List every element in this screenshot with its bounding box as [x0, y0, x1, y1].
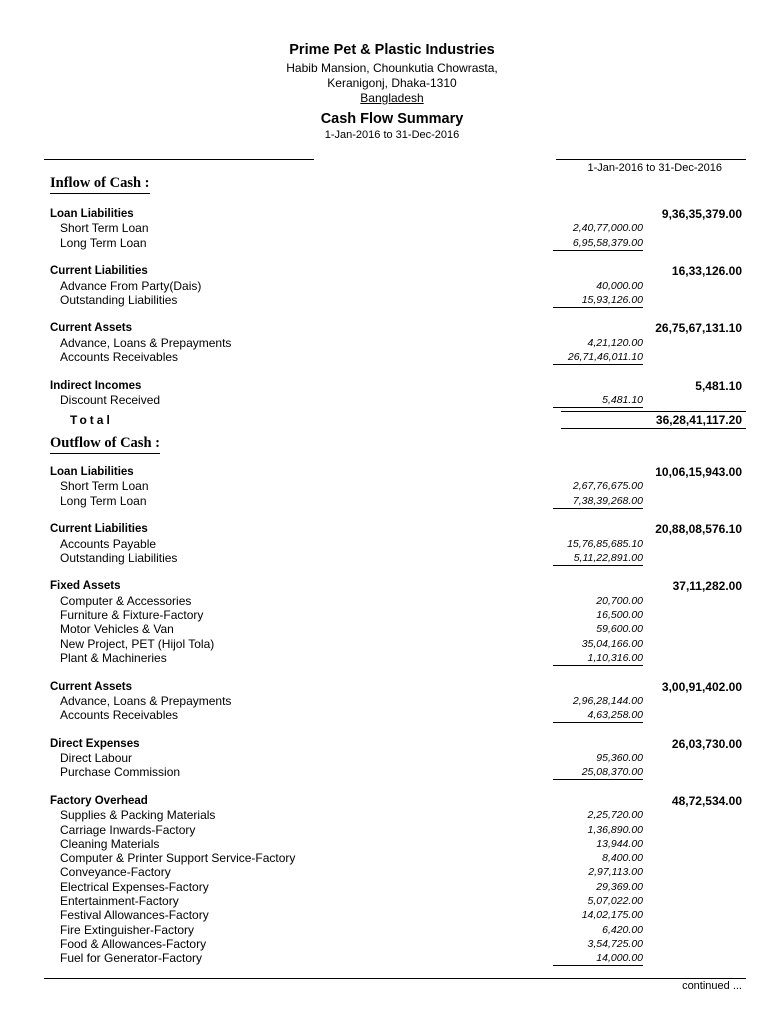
group-name: Current Assets [50, 322, 133, 335]
ledger-row [0, 908, 768, 922]
ledger-row [0, 823, 768, 837]
group-total: 20,88,08,576.10 [655, 522, 742, 537]
group-row [0, 207, 768, 221]
ledger-row [0, 808, 768, 822]
ledger-label: Conveyance-Factory [60, 865, 171, 880]
ledger-amount: 29,369.00 [596, 880, 643, 893]
ledger-amount: 15,93,126.00 [553, 293, 643, 308]
ledger-amount: 4,21,120.00 [587, 336, 643, 349]
group-total: 9,36,35,379.00 [661, 207, 742, 221]
group-total: 26,03,730.00 [671, 736, 742, 751]
group-name: Factory Overhead [50, 794, 148, 807]
ledger-row [0, 951, 768, 965]
ledger-label: Plant & Machineries [60, 650, 167, 665]
ledger-row [0, 594, 768, 608]
ledger-label: New Project, PET (Hijol Tola) [60, 636, 215, 651]
group-row [0, 794, 768, 808]
ledger-amount: 59,600.00 [596, 623, 643, 636]
group-row [0, 522, 768, 536]
ledger-label: Computer & Accessories [60, 593, 192, 608]
ledger-amount: 8,400.00 [602, 852, 643, 865]
footer-rule [44, 978, 746, 979]
ledger-amount: 6,420.00 [602, 923, 643, 936]
ledger-row [0, 279, 768, 293]
group-row [0, 321, 768, 335]
inflow-title: Inflow of Cash : [50, 175, 150, 194]
ledger-label: Accounts Receivables [60, 708, 179, 723]
group-name: Indirect Incomes [50, 379, 142, 392]
ledger-label: Long Term Loan [60, 235, 147, 250]
address-line: Habib Mansion, Chounkutia Chowrasta, [286, 61, 498, 75]
group-total: 16,33,126.00 [671, 264, 742, 279]
ledger-row [0, 236, 768, 250]
group-name: Current Liabilities [50, 265, 148, 278]
group-row [0, 579, 768, 593]
ledger-label: Outstanding Liabilities [60, 292, 178, 307]
ledger-amount: 2,67,76,675.00 [572, 480, 643, 493]
group-total: 48,72,534.00 [671, 793, 742, 808]
ledger-amount: 13,944.00 [596, 837, 643, 850]
group-name: Current Assets [50, 680, 133, 693]
ledger-label: Motor Vehicles & Van [60, 622, 174, 637]
ledger-label: Purchase Commission [60, 765, 181, 780]
ledger-label: Long Term Loan [60, 493, 147, 508]
group-row [0, 680, 768, 694]
ledger-label: Supplies & Packing Materials [60, 808, 216, 823]
ledger-label: Outstanding Liabilities [60, 550, 178, 565]
group-total: 3,00,91,402.00 [661, 679, 742, 694]
ledger-row [0, 937, 768, 951]
report-period: 1-Jan-2016 to 31-Dec-2016 [324, 129, 460, 141]
ledger-amount: 5,481.10 [553, 393, 643, 408]
total-row [0, 413, 768, 427]
ledger-row [0, 765, 768, 779]
group-row [0, 379, 768, 393]
group-row [0, 737, 768, 751]
ledger-label: Advance, Loans & Prepayments [60, 335, 232, 350]
ledger-row [0, 221, 768, 235]
ledger-row [0, 923, 768, 937]
ledger-row [0, 708, 768, 722]
ledger-amount: 2,40,77,000.00 [572, 222, 643, 235]
ledger-amount: 7,38,39,268.00 [553, 494, 643, 509]
ledger-row [0, 880, 768, 894]
ledger-label: Direct Labour [60, 751, 133, 765]
ledger-amount: 5,11,22,891.00 [553, 551, 643, 566]
header-rule [556, 159, 746, 160]
group-name: Current Liabilities [50, 523, 148, 536]
group-name: Loan Liabilities [50, 208, 134, 220]
ledger-amount: 25,08,370.00 [553, 765, 643, 780]
total-value: 36,28,41,117.20 [655, 413, 742, 427]
ledger-label: Short Term Loan [60, 479, 149, 494]
ledger-row [0, 751, 768, 765]
header-rule [44, 159, 314, 160]
ledger-row [0, 350, 768, 364]
ledger-label: Cleaning Materials [60, 836, 160, 851]
ledger-label: Electrical Expenses-Factory [60, 879, 209, 894]
ledger-amount: 6,95,58,379.00 [553, 236, 643, 251]
ledger-label: Festival Allowances-Factory [60, 908, 209, 923]
ledger-label: Fuel for Generator-Factory [60, 951, 203, 966]
ledger-amount: 2,25,720.00 [587, 809, 643, 822]
ledger-row [0, 894, 768, 908]
ledger-amount: 14,000.00 [553, 951, 643, 966]
ledger-amount: 95,360.00 [596, 752, 643, 764]
column-period: 1-Jan-2016 to 31-Dec-2016 [587, 162, 722, 174]
ledger-row [0, 393, 768, 407]
ledger-label: Computer & Printer Support Service-Factory [60, 851, 296, 866]
ledger-row [0, 622, 768, 636]
ledger-row [0, 551, 768, 565]
ledger-label: Advance, Loans & Prepayments [60, 693, 232, 708]
ledger-amount: 2,96,28,144.00 [572, 694, 643, 707]
group-total: 26,75,67,131.10 [655, 321, 742, 336]
ledger-label: Carriage Inwards-Factory [60, 822, 196, 837]
ledger-amount: 4,63,258.00 [553, 708, 643, 723]
ledger-label: Fire Extinguisher-Factory [60, 922, 195, 937]
ledger-amount: 20,700.00 [596, 594, 643, 607]
address-country: Bangladesh [360, 91, 424, 105]
group-name: Fixed Assets [50, 580, 121, 593]
ledger-amount: 3,54,725.00 [587, 937, 643, 950]
ledger-row [0, 694, 768, 708]
ledger-row [0, 837, 768, 851]
ledger-row [0, 293, 768, 307]
group-total: 37,11,282.00 [672, 579, 742, 594]
ledger-amount: 15,76,85,685.10 [567, 537, 643, 550]
group-row [0, 264, 768, 278]
company-name: Prime Pet & Plastic Industries [289, 42, 495, 58]
ledger-label: Furniture & Fixture-Factory [60, 608, 204, 622]
ledger-amount: 1,36,890.00 [587, 823, 643, 836]
continued-note: continued ... [682, 980, 742, 992]
ledger-label: Short Term Loan [60, 221, 149, 236]
ledger-amount: 26,71,46,011.10 [553, 350, 643, 365]
ledger-label: Food & Allowances-Factory [60, 936, 207, 951]
ledger-row [0, 494, 768, 508]
ledger-row [0, 479, 768, 493]
ledger-amount: 1,10,316.00 [553, 651, 643, 666]
outflow-title: Outflow of Cash : [50, 435, 160, 454]
ledger-amount: 5,07,022.00 [587, 895, 643, 907]
ledger-amount: 14,02,175.00 [581, 909, 643, 922]
ledger-row [0, 651, 768, 665]
total-rule [561, 428, 746, 429]
ledger-row [0, 537, 768, 551]
ledger-label: Accounts Payable [60, 536, 157, 551]
ledger-row [0, 851, 768, 865]
ledger-row [0, 865, 768, 879]
ledger-row [0, 637, 768, 651]
ledger-amount: 40,000.00 [596, 279, 643, 292]
ledger-label: Entertainment-Factory [60, 894, 179, 908]
total-rule [561, 411, 746, 412]
group-name: Direct Expenses [50, 737, 140, 750]
group-row [0, 465, 768, 479]
ledger-row [0, 336, 768, 350]
group-name: Loan Liabilities [50, 466, 134, 478]
report-title: Cash Flow Summary [320, 111, 464, 127]
ledger-amount: 35,04,166.00 [581, 637, 643, 650]
ledger-row [0, 608, 768, 622]
ledger-label: Accounts Receivables [60, 350, 179, 364]
group-total: 10,06,15,943.00 [655, 465, 742, 479]
total-label: Total [70, 413, 113, 427]
ledger-label: Discount Received [60, 392, 161, 407]
ledger-amount: 2,97,113.00 [588, 866, 643, 879]
group-total: 5,481.10 [695, 378, 742, 393]
address-line: Keranigonj, Dhaka-1310 [327, 76, 457, 90]
ledger-amount: 16,500.00 [596, 609, 643, 621]
ledger-label: Advance From Party(Dais) [60, 278, 202, 293]
